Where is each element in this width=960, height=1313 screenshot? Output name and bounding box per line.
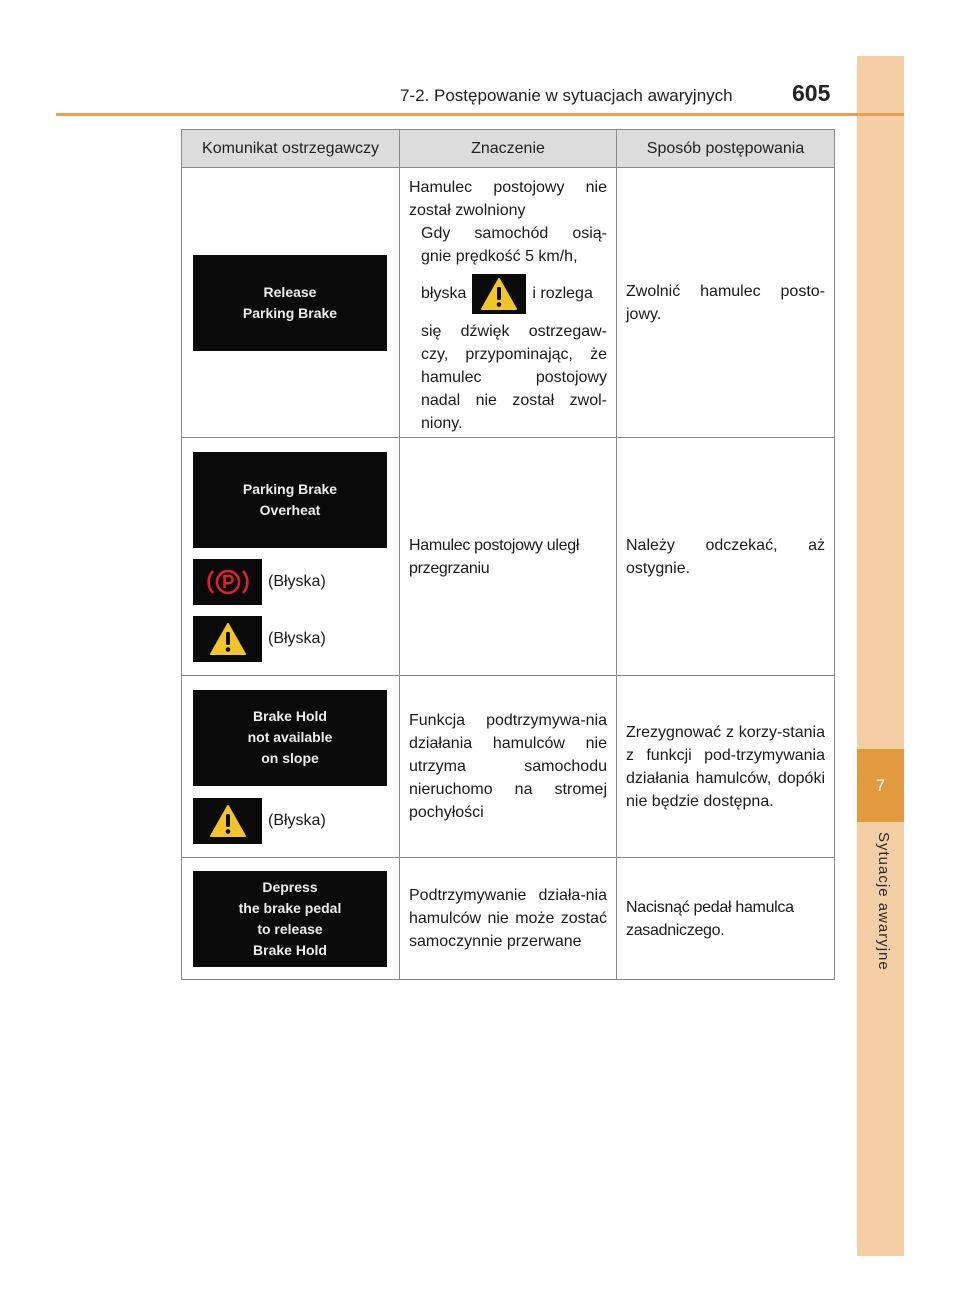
screen-line: the brake pedal (238, 899, 342, 916)
meaning-detail-8: niony. (421, 415, 463, 432)
header-rule (56, 113, 904, 116)
display-screen-brake-hold-not-available (193, 690, 387, 786)
warning-triangle-icon (193, 616, 262, 662)
meaning-detail-3 (409, 274, 607, 314)
action-cell (617, 858, 835, 980)
screen-line: Overheat (259, 501, 321, 518)
message-cell (182, 438, 400, 676)
header-action: Sposób postępowania (617, 130, 835, 168)
action-text: Zrezygnować z korzy-stania z funkcji pod-trzymywania działania hamulców, dopóki nie będzie dostępna. (626, 723, 825, 810)
warning-triangle-icon (193, 798, 262, 844)
warning-triangle-icon (472, 274, 526, 314)
meaning-cell (400, 438, 617, 676)
meaning-detail-6: hamulec postojowy (421, 369, 607, 386)
warning-table (181, 129, 835, 980)
screen-line: Brake Hold (253, 941, 327, 958)
message-cell (182, 858, 400, 980)
meaning-detail-3b: i rozlega (532, 285, 593, 303)
screen-line: Release (263, 283, 317, 300)
flash-label: (Błyska) (268, 630, 326, 647)
header-message: Komunikat ostrzegawczy (182, 130, 400, 168)
table-header-row (182, 130, 835, 168)
action-text: Należy odczekać, aż ostygnie. (626, 536, 825, 577)
chapter-number: 7 (857, 749, 904, 822)
meaning-detail-7: nadal nie został zwol- (421, 392, 607, 409)
action-cell (617, 168, 835, 438)
meaning-detail-4: się dźwięk ostrzegaw- (421, 323, 607, 340)
screen-line: Depress (262, 878, 318, 895)
screen-line: not available (247, 729, 333, 745)
action-cell (617, 676, 835, 858)
action-text: Zwolnić hamulec posto-jowy. (626, 282, 825, 323)
table-row (182, 676, 835, 858)
chapter-label: Sytuacje awaryjne (875, 832, 892, 971)
screen-line: Brake Hold (253, 708, 327, 724)
display-screen-depress-brake-pedal (193, 871, 387, 967)
flash-label: (Błyska) (268, 573, 326, 590)
table-row (182, 438, 835, 676)
section-title: 7-2. Postępowanie w sytuacjach awaryjnych (400, 86, 733, 105)
parking-brake-icon (193, 559, 262, 605)
meaning-text: Hamulec postojowy uległ przegrzaniu (409, 536, 580, 577)
meaning-text: Podtrzymywanie działa-nia hamulców nie może zostać samoczynnie przerwane (409, 887, 607, 950)
icon-row-parking-brake (193, 559, 399, 605)
table-row (182, 168, 835, 438)
meaning-cell (400, 676, 617, 858)
screen-line: to release (257, 920, 323, 937)
meaning-cell (400, 858, 617, 980)
action-cell (617, 438, 835, 676)
action-text: Nacisnąć pedał hamulca zasadniczego. (626, 898, 794, 939)
meaning-detail-1: Gdy samochód osią- (421, 225, 607, 242)
table-row (182, 858, 835, 980)
page-number: 605 (792, 80, 831, 106)
screen-line: Parking Brake (242, 304, 338, 321)
screen-line: on slope (261, 750, 319, 766)
message-cell (182, 168, 400, 438)
meaning-detail-2: gnie prędkość 5 km/h, (421, 248, 578, 265)
meaning-cell (400, 168, 617, 438)
meaning-detail-5: czy, przypominając, że (421, 346, 607, 363)
meaning-detail-3a: błyska (421, 285, 467, 303)
side-tab-strip (857, 56, 904, 1256)
screen-line: Parking Brake (242, 480, 338, 497)
meaning-text: Funkcja podtrzymywa-nia działania hamulców nie utrzyma samochodu nieruchomo na stromej pochyłości (409, 712, 607, 821)
flash-label: (Błyska) (268, 812, 326, 829)
message-cell (182, 676, 400, 858)
meaning-title-1: Hamulec postojowy nie (409, 179, 607, 196)
display-screen-parking-brake-overheat (193, 452, 387, 548)
meaning-title-2: został zwolniony (409, 202, 526, 219)
header-meaning: Znaczenie (400, 130, 617, 168)
icon-row-warning (193, 798, 399, 844)
icon-row-warning (193, 616, 399, 662)
display-screen-release-parking-brake (193, 255, 387, 351)
